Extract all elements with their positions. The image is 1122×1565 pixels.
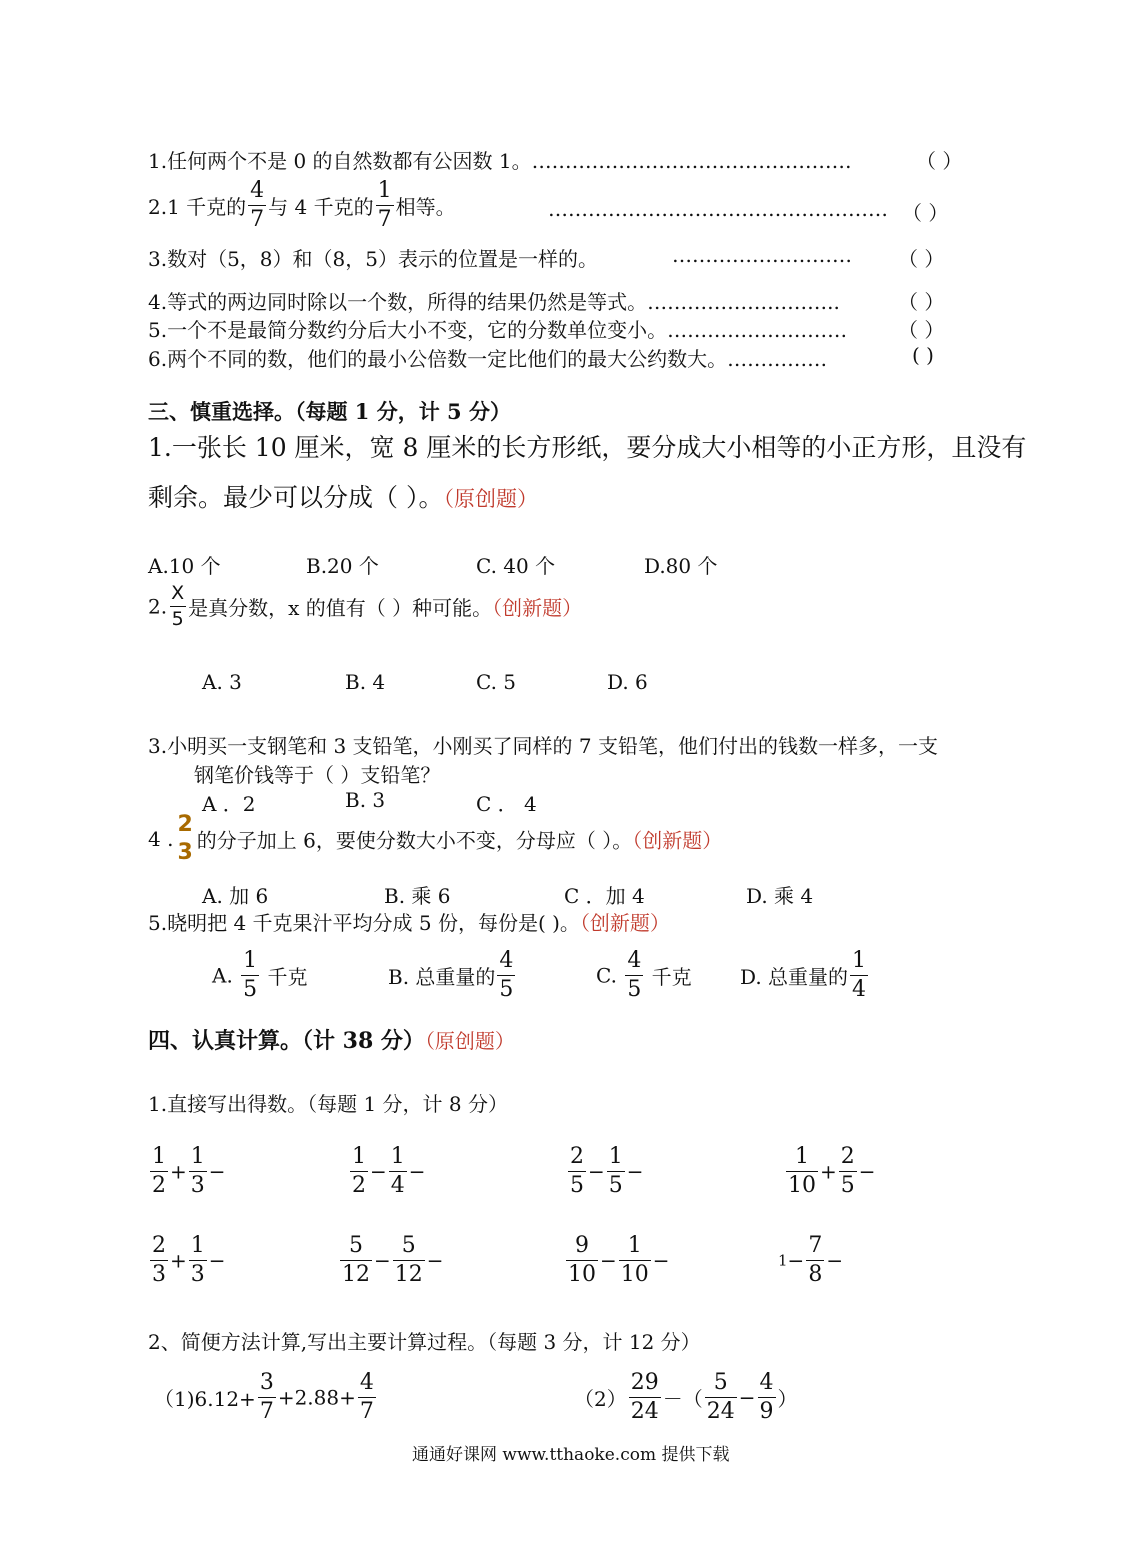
q1-option-b[interactable]: B.20 个 [306,554,379,578]
part-2-title: 2、简便方法计算,写出主要计算过程。（每题 3 分，计 12 分） [148,1330,701,1354]
q1-option-a[interactable]: A.10 个 [148,554,221,578]
q4-stem: 4 . 2 3 的分子加上 6，要使分数大小不变，分母应（ ）。（创新题） [148,812,723,865]
q4-option-b[interactable]: B. 乘 6 [384,884,451,908]
tf-item-2: 2.1 千克的 $\frac{4}{7}$ 与 4 千克的 $\frac{1}{7}$ 相等。 [148,178,456,232]
tf-answer-paren-5[interactable]: （ ） [898,318,945,342]
fraction: $\frac{X}{5}$ [171,582,185,630]
q5-tag: （创新题） [579,911,670,935]
q4-tag: （创新题） [632,828,723,853]
q2-option-c[interactable]: C. 5 [476,670,517,694]
q3-line1: 3.小明买一支钢笔和 3 支铅笔，小刚买了同样的 7 支铅笔，他们付出的钱数一样多，一支 [148,734,938,758]
tf-answer-paren-1[interactable]: （ ） [916,149,963,173]
section-4-tag: （原创题） [424,1029,515,1053]
q5-option-d[interactable]: D. 总重量的 $\frac{1}{4}$ [740,948,867,1002]
calc-item: $\frac{1}{2}$ − $\frac{1}{4}$ − [352,1144,426,1198]
calc-item: $\frac{9}{10}$ − $\frac{1}{10}$ − [568,1233,670,1287]
calc-item: 1− $\frac{7}{8}$ − [778,1233,844,1287]
q4-option-c[interactable]: C ．加 4 [564,884,645,908]
q2-option-a[interactable]: A. 3 [202,670,242,694]
q2-option-d[interactable]: D. 6 [607,670,648,694]
q5-stem: 5.晓明把 4 千克果汁平均分成 5 份，每份是( )。（创新题） [148,911,670,935]
q2-stem: 2. $\frac{X}{5}$ 是真分数，x 的值有（ ）种可能。（创新题） [148,582,583,630]
calc-item: $\frac{1}{2}$ + $\frac{1}{3}$ − [152,1144,226,1198]
tf-answer-paren-3[interactable]: （ ） [898,247,945,271]
q1-option-c[interactable]: C. 40 个 [476,554,556,578]
tf-item-1: 1.任何两个不是 0 的自然数都有公因数 1。………………………………………… [148,149,852,173]
q5-option-b[interactable]: B. 总重量的 $\frac{4}{5}$ [388,948,514,1002]
q1-line2: 剩余。最少可以分成（ ）。（原创题） [148,483,538,512]
calc-item: $\frac{1}{10}$ + $\frac{2}{5}$ − [788,1144,876,1198]
calc-item: $\frac{2}{3}$ + $\frac{1}{3}$ − [152,1233,226,1287]
q2-option-b[interactable]: B. 4 [345,670,386,694]
tf-dots-3: ……………………… [672,243,852,267]
tf-item-5: 5.一个不是最简分数约分后大小不变，它的分数单位变小。……………………… [148,318,848,342]
section-4-title: 四、认真计算。（计 38 分）（原创题） [148,1028,515,1054]
q3-option-b[interactable]: B. 3 [345,788,386,812]
q2-tag: （创新题） [492,596,583,620]
q1-tag: （原创题） [443,487,538,511]
tf-answer-paren-6[interactable]: ( ) [912,343,934,367]
expression-2: （2） $\frac{29}{24}$ －（ $\frac{5}{24}$ − $\frac{4}{9}$ ） [574,1370,798,1424]
q3-option-a[interactable]: A ．2 [202,792,256,816]
q4-option-d[interactable]: D. 乘 4 [746,884,814,908]
q3-line2: 钢笔价钱等于（ ）支铅笔？ [194,763,441,787]
q1-option-d[interactable]: D.80 个 [644,554,718,578]
tf-answer-paren-4[interactable]: （ ） [898,290,945,314]
tf-item-4: 4.等式的两边同时除以一个数，所得的结果仍然是等式。……………………….. [148,290,840,314]
tf-dots-2: …………………………………………… [548,197,888,221]
q5-option-a[interactable]: A. $\frac{1}{5}$ 千克 [212,948,308,1002]
tf-item-3: 3.数对（5，8）和（8，5）表示的位置是一样的。 [148,247,598,271]
tf-item-6: 6.两个不同的数，他们的最小公倍数一定比他们的最大公约数大。…………… [148,347,828,371]
section-3-title: 三、慎重选择。（每题 1 分，计 5 分） [148,399,511,424]
expression-1: （1)6.12+ $\frac{3}{7}$ +2.88+ $\frac{4}{7}$ [154,1370,374,1424]
fraction: 2 3 [177,812,193,865]
q1-line1: 1.一张长 10 厘米，宽 8 厘米的长方形纸，要分成大小相等的小正方形，且没有 [148,433,1027,462]
q3-option-c[interactable]: C ． 4 [476,792,537,816]
q5-option-c[interactable]: C. $\frac{4}{5}$ 千克 [596,948,692,1002]
fraction: $\frac{4}{7}$ [250,178,265,232]
page-footer: 通通好课网 www.tthaoke.com 提供下载 [412,1445,730,1465]
q4-option-a[interactable]: A. 加 6 [202,884,269,908]
calc-item: $\frac{2}{5}$ − $\frac{1}{5}$ − [570,1144,644,1198]
fraction: $\frac{1}{7}$ [377,178,392,232]
calc-item: $\frac{5}{12}$ − $\frac{5}{12}$ − [342,1233,444,1287]
part-1-title: 1.直接写出得数。（每题 1 分，计 8 分） [148,1092,508,1116]
tf-answer-paren-2[interactable]: （ ） [902,201,949,225]
